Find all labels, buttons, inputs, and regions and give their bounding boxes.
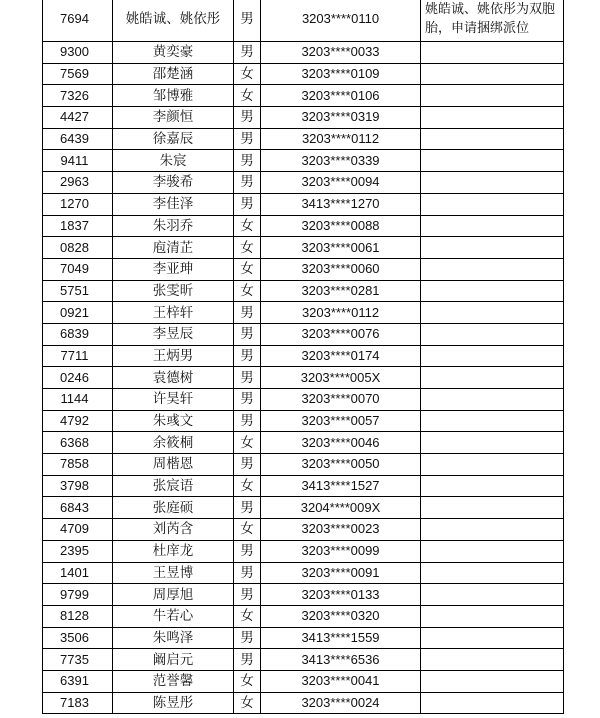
student-roster-table [42,0,564,714]
student-id-number-cell: 3203****0109 [261,63,421,85]
student-note-cell: 姚皓诚、姚依彤为双胞胎，申请捆绑派位 [421,0,564,42]
student-gender-cell: 女 [234,258,261,280]
student-code-cell: 7711 [43,345,113,367]
student-gender-cell: 男 [234,150,261,172]
student-note-cell [421,670,564,692]
student-code-cell: 1144 [43,389,113,411]
student-id-number-cell: 3203****0106 [261,85,421,107]
table-row [43,85,564,107]
student-note-cell [421,692,564,714]
student-id-number-cell: 3203****0033 [261,42,421,64]
student-name-cell: 邵楚涵 [113,63,234,85]
student-gender-cell: 男 [234,562,261,584]
table-row [43,128,564,150]
student-note-cell [421,302,564,324]
student-name-cell: 余筱桐 [113,432,234,454]
student-gender-cell: 女 [234,605,261,627]
student-code-cell: 6439 [43,128,113,150]
student-code-cell: 6843 [43,497,113,519]
student-name-cell: 牛若心 [113,605,234,627]
student-id-number-cell: 3203****0076 [261,323,421,345]
student-name-cell: 王梓轩 [113,302,234,324]
table-row [43,258,564,280]
student-id-number-cell: 3203****0112 [261,302,421,324]
student-name-cell: 张庭硕 [113,497,234,519]
student-note-cell [421,215,564,237]
student-code-cell: 8128 [43,605,113,627]
student-id-number-cell: 3203****005X [261,367,421,389]
student-id-number-cell: 3203****0320 [261,605,421,627]
student-name-cell: 李颜恒 [113,107,234,129]
student-code-cell: 0246 [43,367,113,389]
student-code-cell: 1837 [43,215,113,237]
table-row [43,0,564,42]
table-row [43,540,564,562]
table-row [43,367,564,389]
student-id-number-cell: 3203****0110 [261,0,421,42]
table-row [43,150,564,172]
student-note-cell [421,562,564,584]
student-name-cell: 李昱辰 [113,323,234,345]
student-note-cell [421,128,564,150]
student-gender-cell: 男 [234,172,261,194]
table-row [43,172,564,194]
student-gender-cell: 男 [234,649,261,671]
student-note-cell [421,345,564,367]
student-gender-cell: 男 [234,540,261,562]
student-gender-cell: 女 [234,237,261,259]
table-row [43,670,564,692]
table-row [43,323,564,345]
student-note-cell [421,258,564,280]
student-code-cell: 7735 [43,649,113,671]
student-id-number-cell: 3203****0091 [261,562,421,584]
student-gender-cell: 男 [234,128,261,150]
student-id-number-cell: 3203****0050 [261,454,421,476]
student-gender-cell: 男 [234,302,261,324]
student-code-cell: 1401 [43,562,113,584]
table-row [43,627,564,649]
student-code-cell: 4709 [43,519,113,541]
student-gender-cell: 女 [234,519,261,541]
student-code-cell: 6368 [43,432,113,454]
student-name-cell: 庖清芷 [113,237,234,259]
student-id-number-cell: 3203****0281 [261,280,421,302]
student-gender-cell: 男 [234,367,261,389]
student-code-cell: 7326 [43,85,113,107]
student-name-cell: 王炳男 [113,345,234,367]
table-row [43,432,564,454]
student-id-number-cell: 3203****0319 [261,107,421,129]
student-gender-cell: 男 [234,584,261,606]
student-note-cell [421,150,564,172]
student-gender-cell: 男 [234,0,261,42]
student-note-cell [421,410,564,432]
student-id-number-cell: 3204****009X [261,497,421,519]
student-note-cell [421,627,564,649]
student-code-cell: 4792 [43,410,113,432]
student-note-cell [421,605,564,627]
table-row [43,345,564,367]
table-row [43,215,564,237]
table-row [43,237,564,259]
student-name-cell: 朱彧文 [113,410,234,432]
student-code-cell: 7569 [43,63,113,85]
student-name-cell: 陈昱彤 [113,692,234,714]
student-id-number-cell: 3203****0061 [261,237,421,259]
student-code-cell: 3506 [43,627,113,649]
student-note-cell [421,367,564,389]
student-id-number-cell: 3203****0094 [261,172,421,194]
student-gender-cell: 女 [234,215,261,237]
student-code-cell: 9411 [43,150,113,172]
student-note-cell [421,454,564,476]
table-row [43,562,564,584]
student-name-cell: 袁德树 [113,367,234,389]
student-code-cell: 9300 [43,42,113,64]
student-gender-cell: 女 [234,475,261,497]
student-note-cell [421,42,564,64]
table-row [43,410,564,432]
student-code-cell: 7183 [43,692,113,714]
student-name-cell: 徐嘉辰 [113,128,234,150]
student-note-cell [421,323,564,345]
student-gender-cell: 男 [234,410,261,432]
student-name-cell: 朱宸 [113,150,234,172]
student-id-number-cell: 3203****0060 [261,258,421,280]
student-gender-cell: 女 [234,432,261,454]
student-id-number-cell: 3203****0070 [261,389,421,411]
table-row [43,42,564,64]
student-name-cell: 张宸语 [113,475,234,497]
student-note-cell [421,193,564,215]
table-row [43,475,564,497]
student-note-cell [421,497,564,519]
student-name-cell: 许昊轩 [113,389,234,411]
table-row [43,519,564,541]
student-gender-cell: 女 [234,692,261,714]
student-note-cell [421,475,564,497]
student-id-number-cell: 3203****0023 [261,519,421,541]
student-name-cell: 刘芮含 [113,519,234,541]
student-id-number-cell: 3203****0041 [261,670,421,692]
student-note-cell [421,649,564,671]
student-name-cell: 李佳泽 [113,193,234,215]
student-code-cell: 3798 [43,475,113,497]
student-code-cell: 0828 [43,237,113,259]
student-note-cell [421,172,564,194]
student-id-number-cell: 3413****1270 [261,193,421,215]
student-id-number-cell: 3203****0057 [261,410,421,432]
student-gender-cell: 男 [234,42,261,64]
student-gender-cell: 男 [234,627,261,649]
student-code-cell: 2395 [43,540,113,562]
student-name-cell: 姚皓诚、姚依彤 [113,0,234,42]
table-row [43,302,564,324]
student-name-cell: 王昱博 [113,562,234,584]
table-row [43,389,564,411]
student-name-cell: 朱羽乔 [113,215,234,237]
student-gender-cell: 女 [234,670,261,692]
roster-table-body [43,0,564,714]
table-row [43,63,564,85]
student-name-cell: 邹博雅 [113,85,234,107]
student-code-cell: 9799 [43,584,113,606]
student-id-number-cell: 3203****0339 [261,150,421,172]
student-name-cell: 杜庠龙 [113,540,234,562]
table-row [43,584,564,606]
student-gender-cell: 男 [234,389,261,411]
student-note-cell [421,584,564,606]
student-note-cell [421,107,564,129]
student-code-cell: 5751 [43,280,113,302]
student-note-cell [421,519,564,541]
student-id-number-cell: 3413****6536 [261,649,421,671]
student-code-cell: 2963 [43,172,113,194]
table-row [43,497,564,519]
student-name-cell: 李亚珅 [113,258,234,280]
student-note-cell [421,85,564,107]
student-id-number-cell: 3413****1559 [261,627,421,649]
student-gender-cell: 男 [234,107,261,129]
table-row [43,280,564,302]
student-name-cell: 李骏希 [113,172,234,194]
student-gender-cell: 男 [234,345,261,367]
student-code-cell: 6391 [43,670,113,692]
student-code-cell: 7694 [43,0,113,42]
table-row [43,193,564,215]
student-name-cell: 周厚旭 [113,584,234,606]
student-code-cell: 6839 [43,323,113,345]
student-id-number-cell: 3203****0174 [261,345,421,367]
student-code-cell: 7858 [43,454,113,476]
student-code-cell: 4427 [43,107,113,129]
student-code-cell: 7049 [43,258,113,280]
student-name-cell: 朱鸣泽 [113,627,234,649]
student-id-number-cell: 3203****0046 [261,432,421,454]
student-gender-cell: 女 [234,63,261,85]
student-code-cell: 1270 [43,193,113,215]
student-id-number-cell: 3203****0088 [261,215,421,237]
student-name-cell: 周楷恩 [113,454,234,476]
table-row [43,649,564,671]
student-note-cell [421,237,564,259]
student-name-cell: 阚启元 [113,649,234,671]
student-gender-cell: 男 [234,497,261,519]
student-id-number-cell: 3203****0024 [261,692,421,714]
student-gender-cell: 女 [234,280,261,302]
table-row [43,454,564,476]
student-name-cell: 黄奕豪 [113,42,234,64]
student-code-cell: 0921 [43,302,113,324]
student-note-cell [421,389,564,411]
table-row [43,605,564,627]
student-gender-cell: 男 [234,193,261,215]
student-gender-cell: 男 [234,454,261,476]
student-name-cell: 范誉馨 [113,670,234,692]
student-gender-cell: 女 [234,85,261,107]
student-id-number-cell: 3203****0112 [261,128,421,150]
student-gender-cell: 男 [234,323,261,345]
student-note-cell [421,63,564,85]
student-id-number-cell: 3203****0099 [261,540,421,562]
student-id-number-cell: 3413****1527 [261,475,421,497]
student-id-number-cell: 3203****0133 [261,584,421,606]
table-row [43,107,564,129]
student-note-cell [421,280,564,302]
student-name-cell: 张雯昕 [113,280,234,302]
student-note-cell [421,540,564,562]
table-row [43,692,564,714]
student-note-cell [421,432,564,454]
